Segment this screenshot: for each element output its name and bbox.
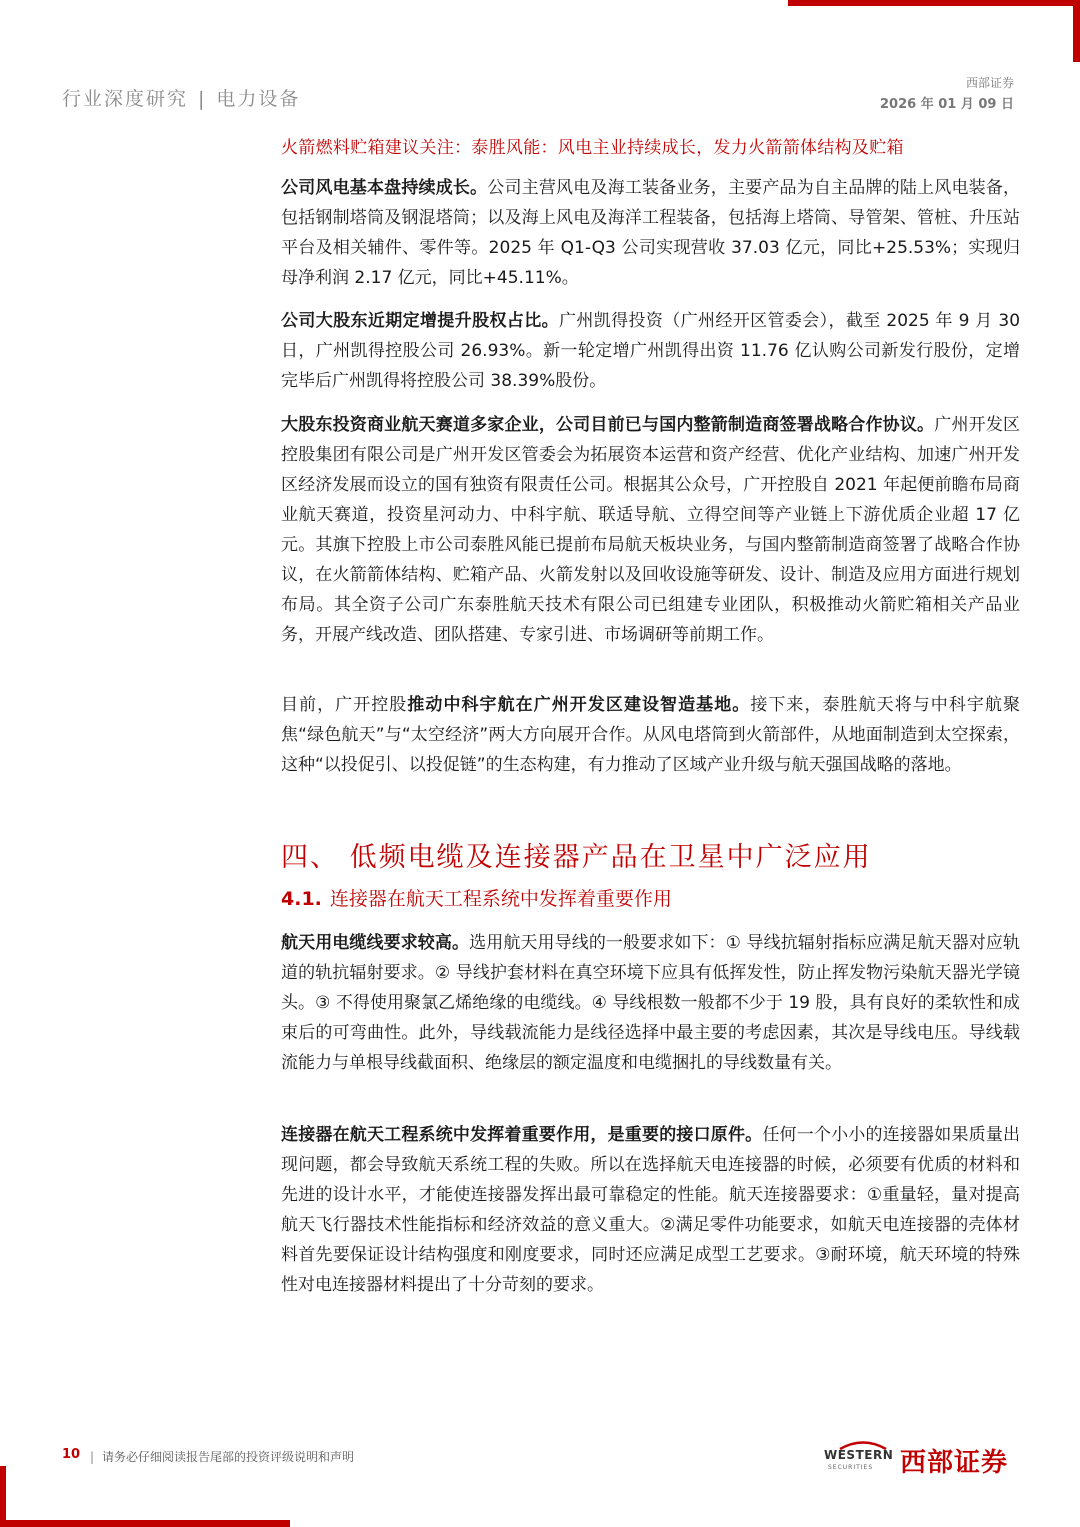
section-heading: 四、 低频电缆及连接器产品在卫星中广泛应用 [281,842,872,873]
header-separator: | [198,88,207,110]
paragraph [281,173,1020,293]
corner-bar-bottom [0,1520,290,1527]
paragraph-lead: 公司大股东近期定增提升股权占比。 [281,311,560,331]
header-broker: 西部证券 [965,76,1014,90]
corner-bar-left [0,1466,6,1527]
footer-disclaimer [90,1448,354,1465]
paragraph [281,690,1020,780]
corner-bar-right [1073,0,1080,62]
report-industry: 电力设备 [216,88,301,110]
paragraph-lead: 推动中科宇航在广州开发区建设智造基地。 [407,695,751,715]
footer-disclaimer-text: 请务必仔细阅读报告尾部的投资评级说明和声明 [102,1450,355,1464]
report-category: 行业深度研究 [62,88,189,110]
paragraph-body: 选用航天用导线的一般要求如下：① 导线抗辐射指标应满足航天器对应轨道的轨抗辐射要求。② 导线护套材料在真空环境下应具有低挥发性，防止挥发物污染航天器光学镜头。③ 不得使用聚氯乙烯绝缘的电缆线。④ 导线根数一般都不少于 19 股，具有良好的柔软性和成束后的可弯曲性。此外，导线载流能力是线径选择中最主要的考虑因素，其次是导线电压。导线载流能力与单根导线截面积、绝缘层的额定温度和电缆捆扎的导线数量有关。 [281,933,1021,1073]
logo-text-zh: 西部证券 [900,1448,1009,1478]
red-subheading: 火箭燃料贮箱建议关注：泰胜风能：风电主业持续成长，发力火箭箭体结构及贮箱 [281,138,904,158]
footer-separator: | [90,1450,95,1464]
paragraph-lead: 航天用电缆线要求较高。 [281,933,470,953]
subsection-number: 4.1. [281,888,322,910]
logo-text-en-small: SECURITIES [828,1464,874,1471]
paragraph-body: 公司主营风电及海工装备业务，主要产品为自主品牌的陆上风电装备，包括钢制塔筒及钢混塔筒；以及海上风电及海洋工程装备，包括海上塔筒、导管架、管桩、升压站平台及相关辅件、零件等。2025 年 Q1-Q3 公司实现营收 37.03 亿元，同比+25.53%；实现归母净利润 2.17 亿元，同比+45.11%。 [281,178,1021,288]
paragraph [281,1120,1020,1300]
subsection-heading [281,884,1020,911]
paragraph-body: 广州凯得投资（广州经开区管委会），截至 2025 年 9 月 30 日，广州凯得控股公司 26.93%。新一轮定增广州凯得出资 11.76 亿认购公司新发行股份，定增完毕后广州凯得将控股公司 38.39%股份。 [281,311,1021,391]
paragraph-body: 广州开发区控股集团有限公司是广州开发区管委会为拓展资本运营和资产经营、优化产业结构、加速广州开发区经济发展而设立的国有独资有限责任公司。根据其公众号，广开控股自 2021 年起便前瞻布局商业航天赛道，投资星河动力、中科宇航、联适导航、立得空间等产业链上下游优质企业超 17 亿元。其旗下控股上市公司泰胜风能已提前布局航天板块业务，与国内整箭制造商签署了战略合作协议，在火箭箭体结构、贮箱产品、火箭发射以及回收设施等研发、设计、制造及应用方面进行规划布局。其全资子公司广东泰胜航天技术有限公司已组建专业团队，积极推动火箭贮箱相关产品业务，开展产线改造、团队搭建、专家引进、市场调研等前期工作。 [281,415,1021,645]
paragraph-lead: 连接器在航天工程系统中发挥着重要作用，是重要的接口原件。 [281,1125,763,1145]
paragraph-lead: 公司风电基本盘持续成长。 [281,178,488,198]
company-logo [824,1440,1014,1478]
paragraph-lead: 大股东投资商业航天赛道多家企业，公司目前已与国内整箭制造商签署战略合作协议。 [281,415,935,435]
header-date: 2026 年 01 月 09 日 [880,97,1014,112]
subsection-title: 连接器在航天工程系统中发挥着重要作用 [329,888,672,910]
paragraph [281,306,1020,396]
corner-bar-top [788,0,1080,6]
logo-text-en: WESTERN [824,1448,894,1462]
paragraph [281,410,1020,650]
paragraph-body: 任何一个小小的连接器如果质量出现问题，都会导致航天系统工程的失败。所以在选择航天电连接器的时候，必须要有优质的材料和先进的设计水平，才能使连接器发挥出最可靠稳定的性能。航天连接器要求：①重量轻，量对提高航天飞行器技术性能指标和经济效益的意义重大。②满足零件功能要求，如航天电连接器的壳体材料首先要保证设计结构强度和刚度要求，同时还应满足成型工艺要求。③耐环境，航天环境的特殊性对电连接器材料提出了十分苛刻的要求。 [281,1125,1021,1295]
paragraph [281,928,1020,1078]
report-category-header [62,84,300,111]
paragraph-body: 接下来，泰胜航天将与中科宇航聚焦“绿色航天”与“太空经济”两大方向展开合作。从风电塔筒到火箭部件，从地面制造到太空探索，这种“以投促引、以投促链”的生态构建，有力推动了区域产业升级与航天强国战略的落地。 [281,695,1021,775]
page-number: 10 [62,1447,81,1462]
paragraph-pre: 目前，广开控股 [281,695,408,715]
